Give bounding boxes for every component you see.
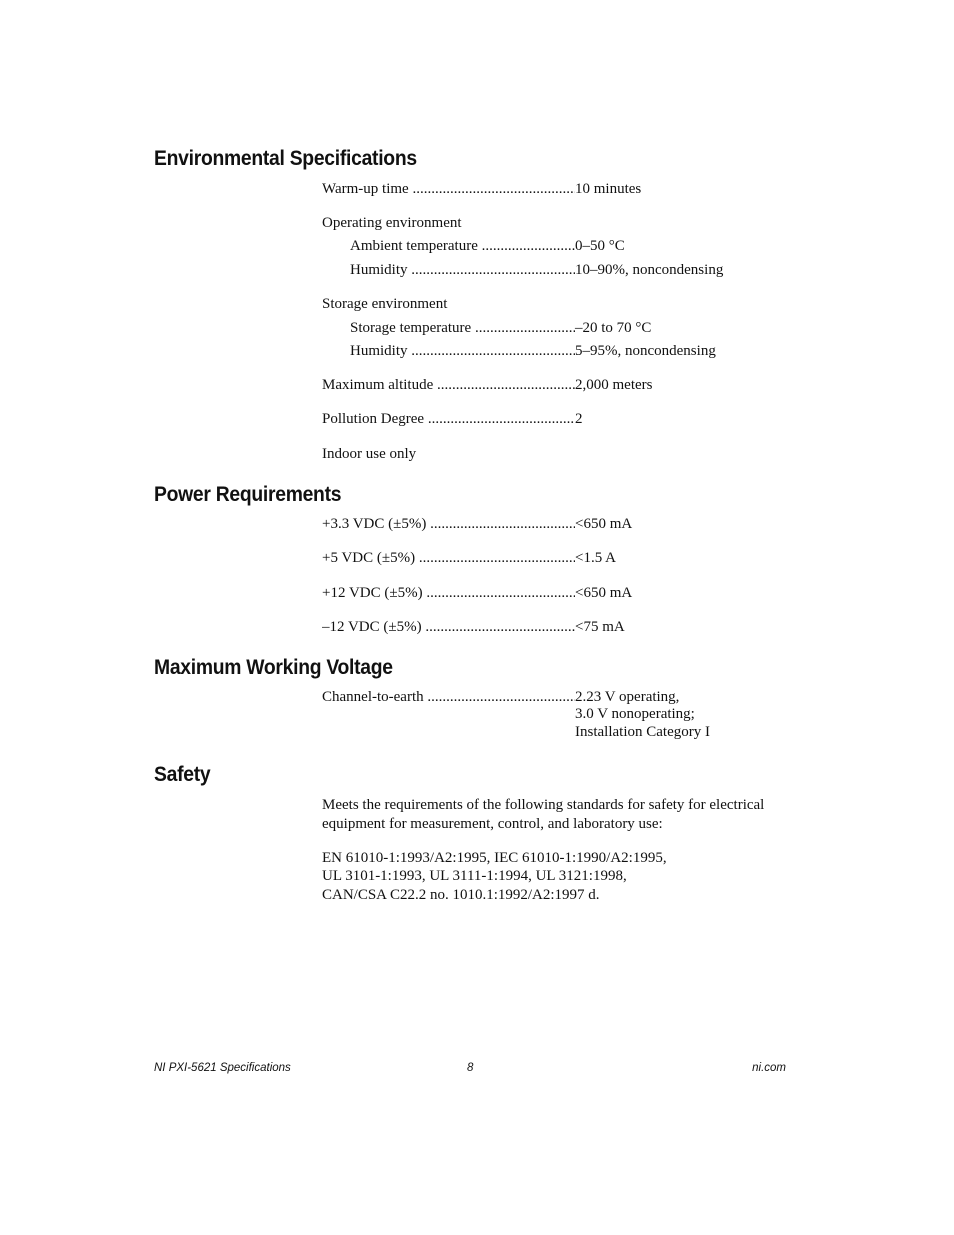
spec-value: 10 minutes — [575, 181, 642, 197]
spec-value: 2,000 meters — [575, 377, 653, 393]
spec-label: +5 VDC (±5%) ..... — [322, 549, 575, 567]
spec-label: +12 VDC (±5%) ..... — [322, 584, 575, 602]
spec-label: Humidity ..... — [350, 342, 575, 360]
spec-label: Warm-up time ..... — [322, 180, 575, 198]
spec-value: 2 — [575, 411, 583, 427]
group-label-operating: Operating environment — [322, 215, 462, 231]
spec-value: 10–90%, noncondensing — [575, 262, 724, 278]
spec-value-continued: 3.0 V nonoperating; — [575, 706, 695, 722]
spec-label: Ambient temperature ..... — [350, 237, 575, 255]
spec-value: –20 to 70 °C — [575, 320, 652, 336]
spec-value: <650 mA — [575, 516, 633, 532]
safety-standard-line: UL 3101-1:1993, UL 3111-1:1994, UL 3121:1998, — [322, 868, 627, 884]
footer-page-number: 8 — [467, 1062, 474, 1074]
spec-value: <75 mA — [575, 619, 625, 635]
group-label-storage: Storage environment — [322, 296, 448, 312]
safety-standard-line: EN 61010-1:1993/A2:1995, IEC 61010-1:1990/A2:1995, — [322, 850, 667, 866]
footer-website: ni.com — [752, 1062, 786, 1074]
spec-value: 5–95%, noncondensing — [575, 343, 716, 359]
section-heading-voltage: Maximum Working Voltage — [154, 656, 393, 679]
spec-label: –12 VDC (±5%) ..... — [322, 618, 575, 636]
safety-intro: Meets the requirements of the following standards for safety for electrical equipment for measurement, control, and laboratory use: — [322, 797, 765, 832]
indoor-note: Indoor use only — [322, 446, 417, 462]
spec-label: Channel-to-earth ..... — [322, 688, 575, 706]
spec-value-continued: Installation Category I — [575, 724, 710, 740]
section-heading-power: Power Requirements — [154, 483, 342, 506]
spec-value: <1.5 A — [575, 550, 616, 566]
footer-document-title: NI PXI-5621 Specifications — [154, 1062, 291, 1074]
spec-value: 0–50 °C — [575, 238, 625, 254]
section-heading-environmental: Environmental Specifications — [154, 147, 417, 170]
spec-label: Humidity ..... — [350, 261, 575, 279]
safety-standard-line: CAN/CSA C22.2 no. 1010.1:1992/A2:1997 d. — [322, 887, 600, 903]
spec-label: Storage temperature ..... — [350, 319, 575, 337]
spec-value: <650 mA — [575, 585, 633, 601]
spec-label: Pollution Degree ..... — [322, 410, 575, 428]
spec-value: 2.23 V operating, — [575, 689, 680, 705]
section-heading-safety: Safety — [154, 763, 211, 786]
spec-label: +3.3 VDC (±5%) ..... — [322, 515, 575, 533]
spec-label: Maximum altitude ..... — [322, 376, 575, 394]
